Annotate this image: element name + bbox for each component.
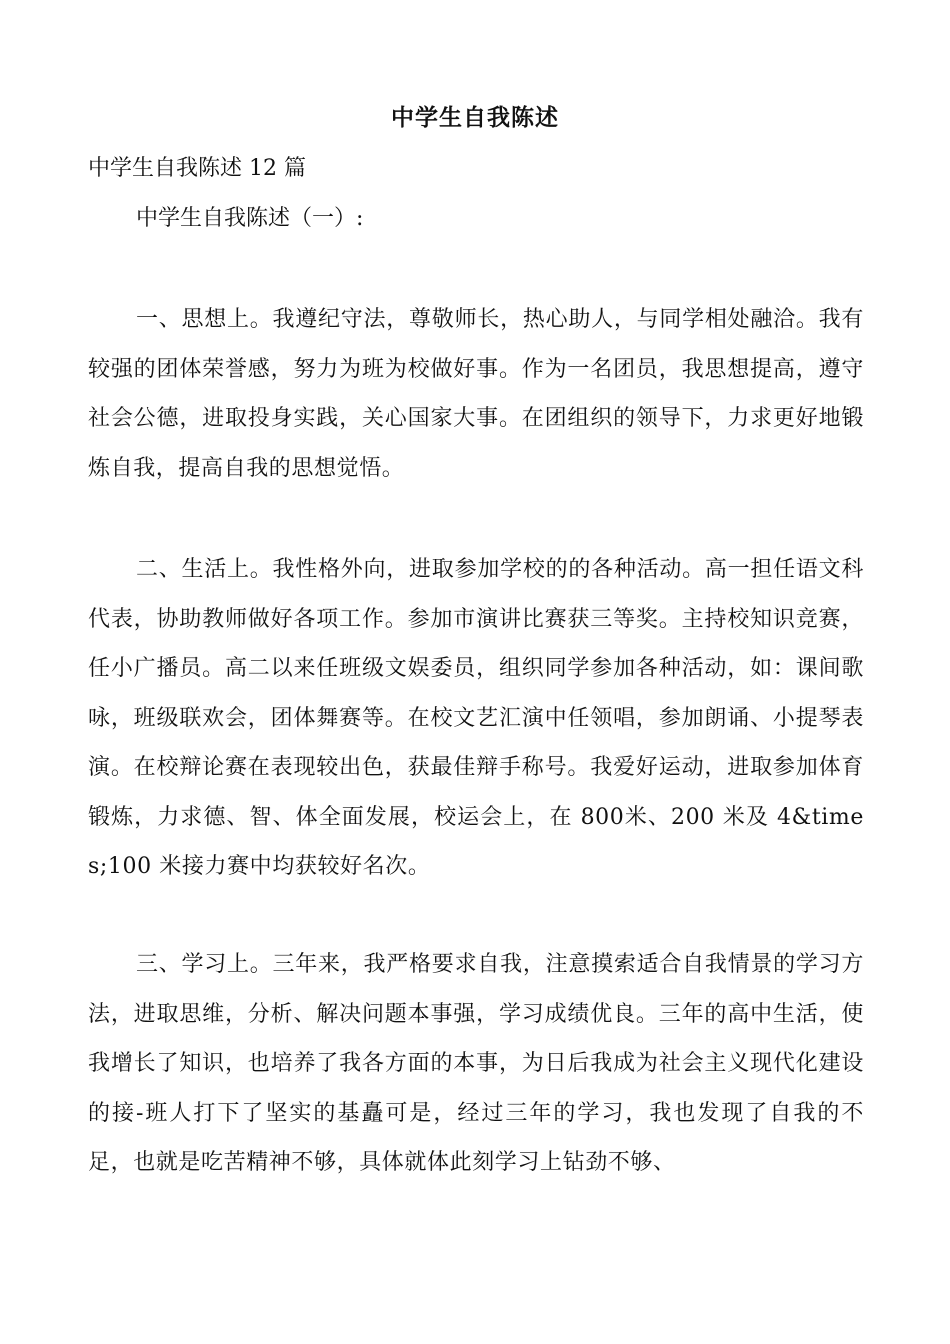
paragraph-life: 二、生活上。我性格外向，进取参加学校的的各种活动。高一担任语文科代表，协助教师做好各项工作。参加市演讲比赛获三等奖。主持校知识竞赛，任小广播员。高二以来任班级文娱委员，组织同学参加各种活动，如：课间歌咏，班级联欢会，团体舞赛等。在校文艺汇演中任领唱，参加朗诵、小提琴表演。在校辩论赛在表现较出色，获最佳辩手称号。我爱好运动，进取参加体育锻炼，力求德、智、体全面发展，校运会上，在 800米、200 米及 4&times;100 米接力赛中均获较好名次。	[88, 557, 864, 879]
document-subtitle: 中学生自我陈述 12 篇	[88, 156, 306, 181]
paragraph-study: 三、学习上。三年来，我严格要求自我，注意摸索适合自我情景的学习方法，进取思维，分析、解决问题本事强，学习成绩优良。三年的高中生活，使我增长了知识，也培养了我各方面的本事，为日后我成为社会主义现代化建设的接-班人打下了坚实的基矗可是，经过三年的学习，我也发现了自我的不足，也就是吃苦精神不够，具体就体此刻学习上钻劲不够、	[88, 952, 864, 1175]
paragraph-thought: 一、思想上。我遵纪守法，尊敬师长，热心助人，与同学相处融洽。我有较强的团体荣誉感，努力为班为校做好事。作为一名团员，我思想提高，遵守社会公德，进取投身实践，关心国家大事。在团组织的领导下，力求更好地锻炼自我，提高自我的思想觉悟。	[88, 307, 864, 481]
section-heading: 中学生自我陈述（一）:	[136, 206, 364, 231]
document-title: 中学生自我陈述	[391, 104, 559, 131]
